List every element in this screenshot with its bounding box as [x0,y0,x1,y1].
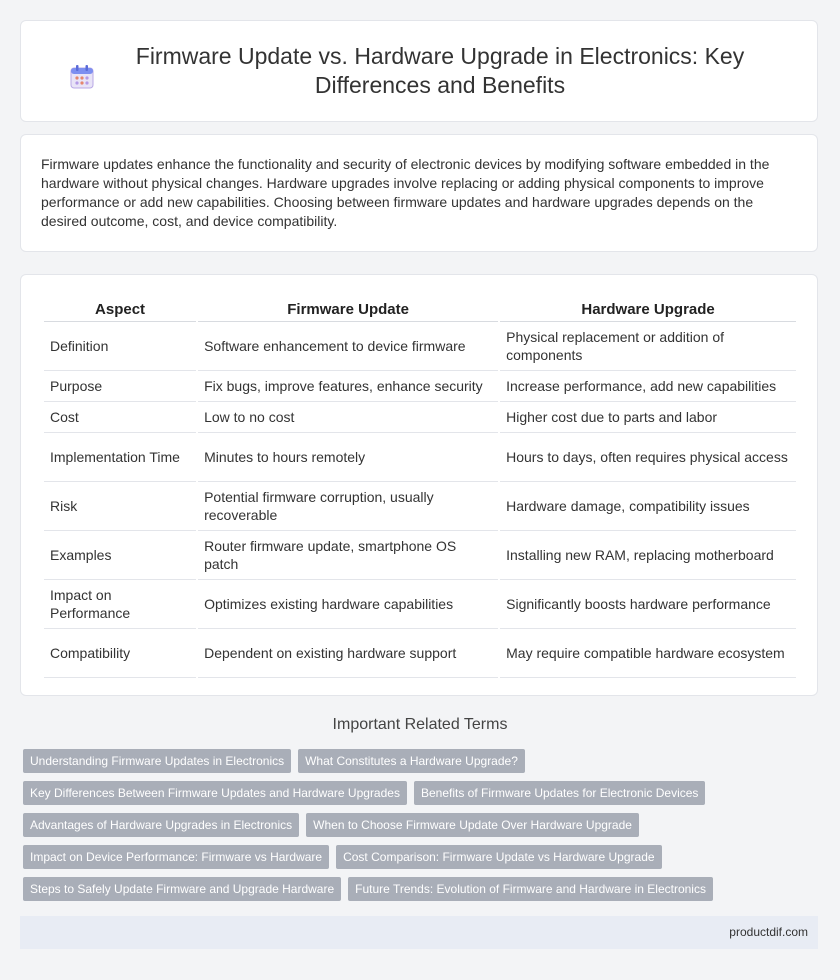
cell-hardware: Hardware damage, compatibility issues [500,482,796,531]
related-term-tag[interactable]: Cost Comparison: Firmware Update vs Hardware Upgrade [336,845,661,869]
related-term-tag[interactable]: Impact on Device Performance: Firmware vs Hardware [23,845,329,869]
calendar-icon [69,64,95,90]
cell-aspect: Purpose [44,371,196,402]
header-aspect: Aspect [44,293,196,322]
tag-row [23,781,712,805]
cell-hardware: Installing new RAM, replacing motherboard [500,531,796,580]
title-card [20,20,818,122]
table-row [44,580,796,629]
cell-firmware: Dependent on existing hardware support [198,629,498,678]
intro-card [20,134,818,252]
related-term-tag[interactable]: Advantages of Hardware Upgrades in Electronics [23,813,299,837]
footer [20,916,818,949]
table-row [44,322,796,371]
tag-row [23,813,646,837]
related-term-tag[interactable]: What Constitutes a Hardware Upgrade? [298,749,525,773]
header-hardware-upgrade: Hardware Upgrade [500,293,796,322]
comparison-table-card [20,274,818,696]
cell-hardware: Hours to days, often requires physical access [500,433,796,482]
related-term-tag[interactable]: Key Differences Between Firmware Updates and Hardware Upgrades [23,781,407,805]
related-term-tag[interactable]: Future Trends: Evolution of Firmware and Hardware in Electronics [348,877,713,901]
cell-aspect: Risk [44,482,196,531]
cell-firmware: Minutes to hours remotely [198,433,498,482]
footer-site-link[interactable]: productdif.com [729,925,808,939]
cell-hardware: May require compatible hardware ecosystem [500,629,796,678]
cell-firmware: Potential firmware corruption, usually recoverable [198,482,498,531]
related-term-tag[interactable]: Steps to Safely Update Firmware and Upgrade Hardware [23,877,341,901]
cell-aspect: Implementation Time [44,433,196,482]
related-terms-heading: Important Related Terms [332,716,508,733]
cell-aspect: Cost [44,402,196,433]
table-row [44,531,796,580]
page-title: Firmware Update vs. Hardware Upgrade in Electronics: Key Differences and Benefits [135,43,745,98]
table-row [44,371,796,402]
related-term-tag[interactable]: When to Choose Firmware Update Over Hardware Upgrade [306,813,639,837]
cell-hardware: Higher cost due to parts and labor [500,402,796,433]
cell-aspect: Impact on Performance [44,580,196,629]
related-term-tag[interactable]: Benefits of Firmware Updates for Electronic Devices [414,781,705,805]
cell-hardware: Increase performance, add new capabilities [500,371,796,402]
tag-row [23,845,669,869]
comparison-table [42,293,798,678]
cell-firmware: Router firmware update, smartphone OS patch [198,531,498,580]
table-row [44,482,796,531]
tag-row [23,877,720,901]
table-row [44,433,796,482]
header-firmware-update: Firmware Update [198,293,498,322]
tag-row [23,749,532,773]
cell-firmware: Fix bugs, improve features, enhance security [198,371,498,402]
cell-hardware: Physical replacement or addition of components [500,322,796,371]
related-term-tag[interactable]: Understanding Firmware Updates in Electronics [23,749,291,773]
table-row [44,629,796,678]
cell-firmware: Optimizes existing hardware capabilities [198,580,498,629]
table-header-row [44,293,796,322]
cell-aspect: Compatibility [44,629,196,678]
cell-aspect: Definition [44,322,196,371]
intro-paragraph: Firmware updates enhance the functionality and security of electronic devices by modifying software embedded in the hardware without physical changes. Hardware upgrades involve replacing or adding physical components to improve performance or add new capabilities. Choosing between firmware updates and hardware upgrades depends on the desired outcome, cost, and device compatibility. [41,156,770,229]
cell-aspect: Examples [44,531,196,580]
cell-firmware: Software enhancement to device firmware [198,322,498,371]
table-row [44,402,796,433]
cell-hardware: Significantly boosts hardware performance [500,580,796,629]
cell-firmware: Low to no cost [198,402,498,433]
